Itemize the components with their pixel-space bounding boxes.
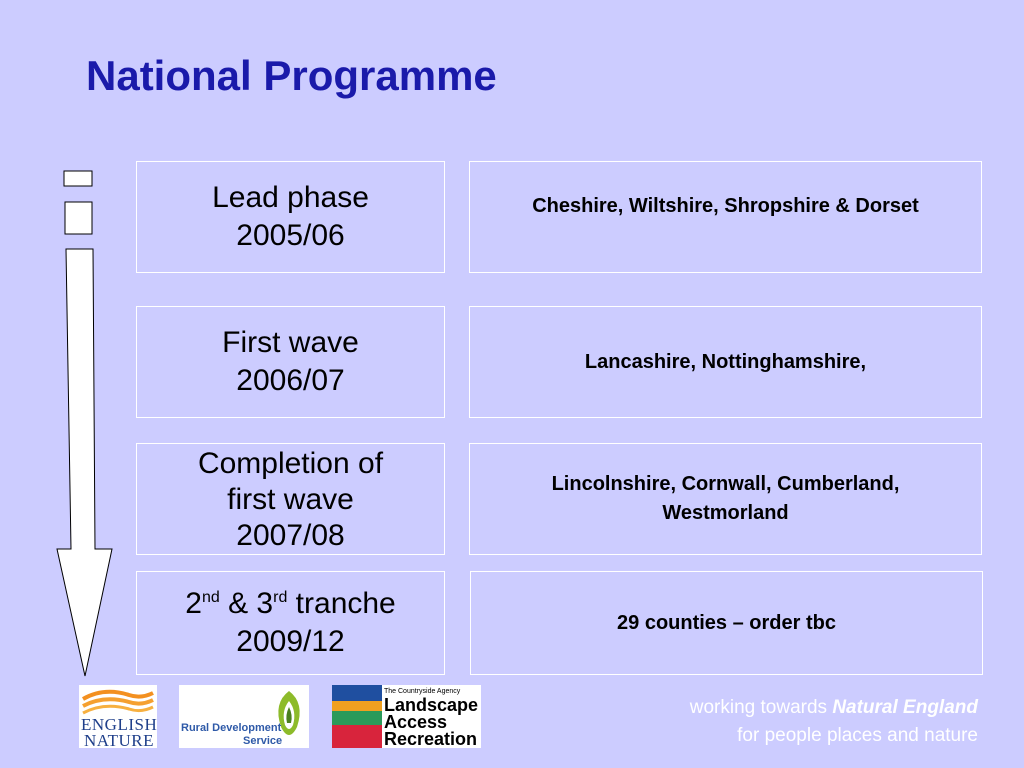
footer-tagline	[690, 694, 978, 750]
footer-brand: Natural England	[832, 697, 978, 718]
footer-prefix: working towards	[689, 697, 833, 718]
english-nature-line1: ENGLISH	[81, 715, 157, 734]
footer-line1	[690, 694, 978, 722]
footer-line2: for people places and nature	[737, 725, 978, 746]
counties-box-completion	[469, 443, 982, 555]
counties-text: Cheshire, Wiltshire, Shropshire & Dorset	[532, 195, 919, 217]
lar-word-3: Recreation	[384, 729, 478, 748]
lar-word-2: Access	[384, 712, 448, 732]
phase-box-completion	[136, 443, 445, 555]
page-title: National Programme	[86, 52, 497, 99]
tranche-sup-2: rd	[273, 589, 288, 606]
counties-box-first-wave	[469, 306, 982, 418]
tranche-num-2: 3	[256, 587, 274, 620]
lar-logo	[332, 685, 481, 748]
tranche-rest: tranche	[287, 587, 396, 620]
tranche-num-1: 2	[185, 587, 202, 620]
phase-name: Lead phase	[212, 181, 369, 214]
rds-line1: Rural Development	[181, 722, 282, 734]
counties-text: Lincolnshire, Cornwall, Cumberland, Westmorland	[551, 473, 900, 524]
timeline-arrow-icon	[0, 0, 130, 690]
lar-agency: The Countryside Agency	[384, 688, 461, 695]
phase-name: First wave	[222, 326, 359, 359]
rds-logo	[179, 685, 309, 748]
lar-bands-icon	[332, 685, 382, 748]
phase-box-first-wave	[136, 306, 445, 418]
phase-box-tranche	[136, 571, 445, 675]
counties-text: 29 counties – order tbc	[617, 611, 836, 634]
lar-word-1: Landscape	[384, 695, 479, 715]
counties-text: Lancashire, Nottinghamshire,	[584, 350, 867, 373]
english-nature-line2: NATURE	[83, 731, 155, 748]
english-nature-swoosh-icon	[79, 685, 157, 715]
counties-box-tranche	[470, 571, 983, 675]
english-nature-logo	[79, 685, 157, 748]
phase-years: 2006/07	[236, 364, 345, 397]
phase-name-cont: first wave	[227, 483, 354, 516]
rds-line2: Service	[243, 735, 283, 747]
phase-years: 2005/06	[236, 219, 345, 252]
phase-years: 2007/08	[236, 519, 345, 552]
phase-name: Completion of	[197, 447, 384, 480]
phase-box-lead	[136, 161, 445, 273]
phase-name	[185, 585, 396, 623]
tranche-sup-1: nd	[201, 589, 220, 606]
counties-box-lead	[469, 161, 982, 273]
phase-years: 2009/12	[236, 625, 345, 658]
tranche-amp: &	[219, 587, 257, 620]
